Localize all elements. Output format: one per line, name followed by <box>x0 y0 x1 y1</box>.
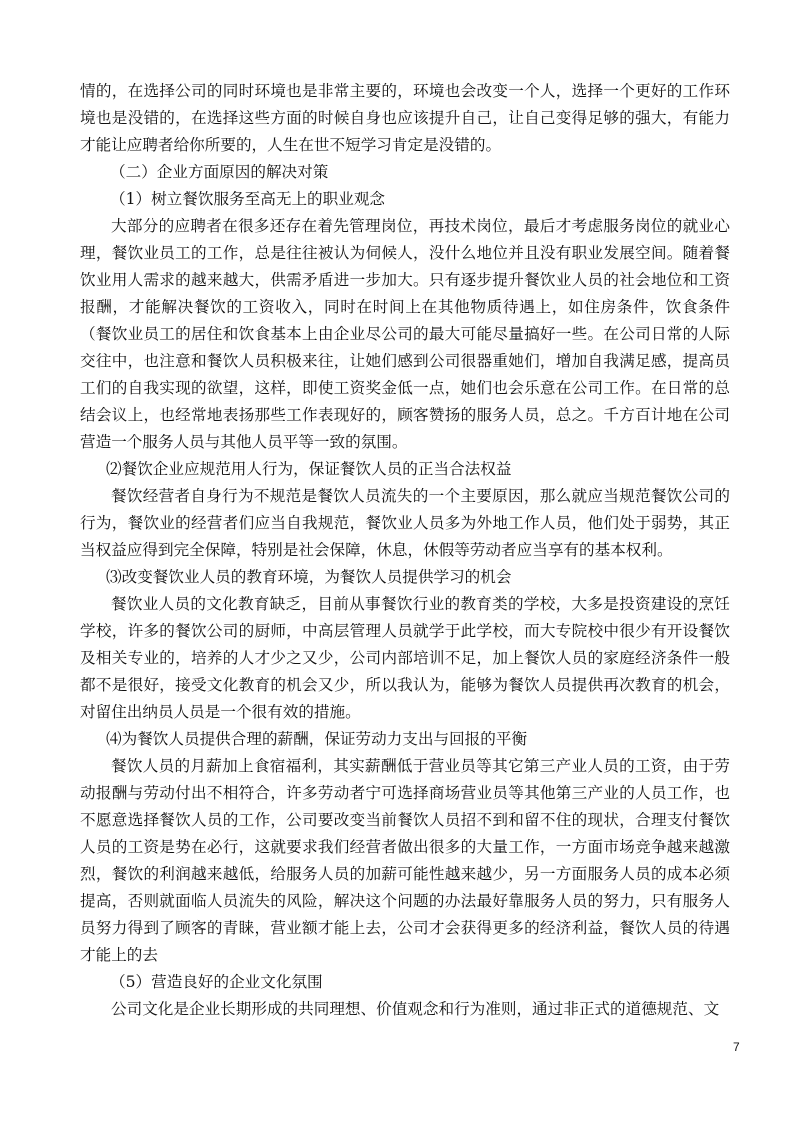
body-text <box>80 78 730 1023</box>
paragraph-3: 餐饮业人员的文化教育缺乏，目前从事餐饮行业的教育类的学校，大多是投资建设的烹饪学校，许多的餐饮公司的厨师，中高层管理人员就学于此学校，而大专院校中很少有开设餐饮及相关专业的，培养的人才少之又少，公司内部培训不足，加上餐饮人员的家庭经济条件一般都不是很好，接受文化教育的机会又少，所以我认为，能够为餐饮人员提供再次教育的机会，对留住出纳员人员是一个很有效的措施。 <box>80 595 730 721</box>
sub-heading-4: ⑷为餐饮人员提供合理的薪酬，保证劳动力支出与回报的平衡 <box>106 730 528 748</box>
paragraph-2: 餐饮经营者自身行为不规范是餐饮人员流失的一个主要原因，那么就应当规范餐饮公司的行为，餐饮业的经营者们应当自我规范，餐饮业人员多为外地工作人员，他们处于弱势，其正当权益应得到完全保障，特别是社会保障，休息，休假等劳动者应当享有的基本权利。 <box>80 487 730 559</box>
continuation-paragraph: 情的，在选择公司的同时环境也是非常主要的，环境也会改变一个人，选择一个更好的工作环境也是没错的，在选择这些方面的时候自身也应该提升自己，让自己变得足够的强大，有能力才能让应聘者给你所要的，人生在世不短学习肯定是没错的。 <box>80 82 730 154</box>
sub-heading-2: ⑵餐饮企业应规范用人行为，保证餐饮人员的正当合法权益 <box>106 460 512 478</box>
page-number: 7 <box>733 1040 740 1054</box>
sub-heading-3: ⑶改变餐饮业人员的教育环境，为餐饮人员提供学习的机会 <box>106 568 512 586</box>
paragraph-1: 大部分的应聘者在很多还存在着先管理岗位，再技术岗位，最后才考虑服务岗位的就业心理，餐饮业员工的工作，总是往往被认为伺候人，没什么地位并且没有职业发展空间。随着餐饮业用人需求的越来越大，供需矛盾进一步加大。只有逐步提升餐饮业人员的社会地位和工资报酬，才能解决餐饮的工资收入，同时在时间上在其他物质待遇上，如住房条件，饮食条件（餐饮业员工的居住和饮食基本上由企业尽公司的最大可能尽量搞好一些。在公司日常的人际交往中，也注意和餐饮人员积极来往，让她们感到公司很器重她们，增加自我满足感，提高员工们的自我实现的欲望，这样，即使工资奖金低一点，她们也会乐意在公司工作。在日常的总结会议上，也经常地表扬那些工作表现好的，顾客赞扬的服务人员，总之。千方百计地在公司营造一个服务人员与其他人员平等一致的氛围。 <box>80 217 730 451</box>
sub-heading-5: （5）营造良好的企业文化氛围 <box>110 973 323 991</box>
sub-heading-1: （1）树立餐饮服务至高无上的职业观念 <box>110 190 386 208</box>
paragraph-4: 餐饮人员的月薪加上食宿福利，其实薪酬低于营业员等其它第三产业人员的工资，由于劳动报酬与劳动付出不相符合，许多劳动者宁可选择商场营业员等其他第三产业的人员工作，也不愿意选择餐饮人员的工作，公司要改变当前餐饮人员招不到和留不住的现状，合理支付餐饮人员的工资是势在必行，这就要求我们经营者做出很多的大量工作，一方面市场竞争越来越激烈，餐饮的利润越来越低，给服务人员的加薪可能性越来越少，另一方面服务人员的成本必须提高，否则就面临人员流失的风险，解决这个问题的办法最好靠服务人员的努力，只有服务人员努力得到了顾客的青睐，营业额才能上去，公司才会获得更多的经济利益，餐饮人员的待遇才能上的去 <box>80 757 730 964</box>
paragraph-5: 公司文化是企业长期形成的共同理想、价值观念和行为准则，通过非正式的道德规范、文 <box>111 1000 720 1018</box>
section-heading: （二）企业方面原因的解决对策 <box>110 163 329 181</box>
